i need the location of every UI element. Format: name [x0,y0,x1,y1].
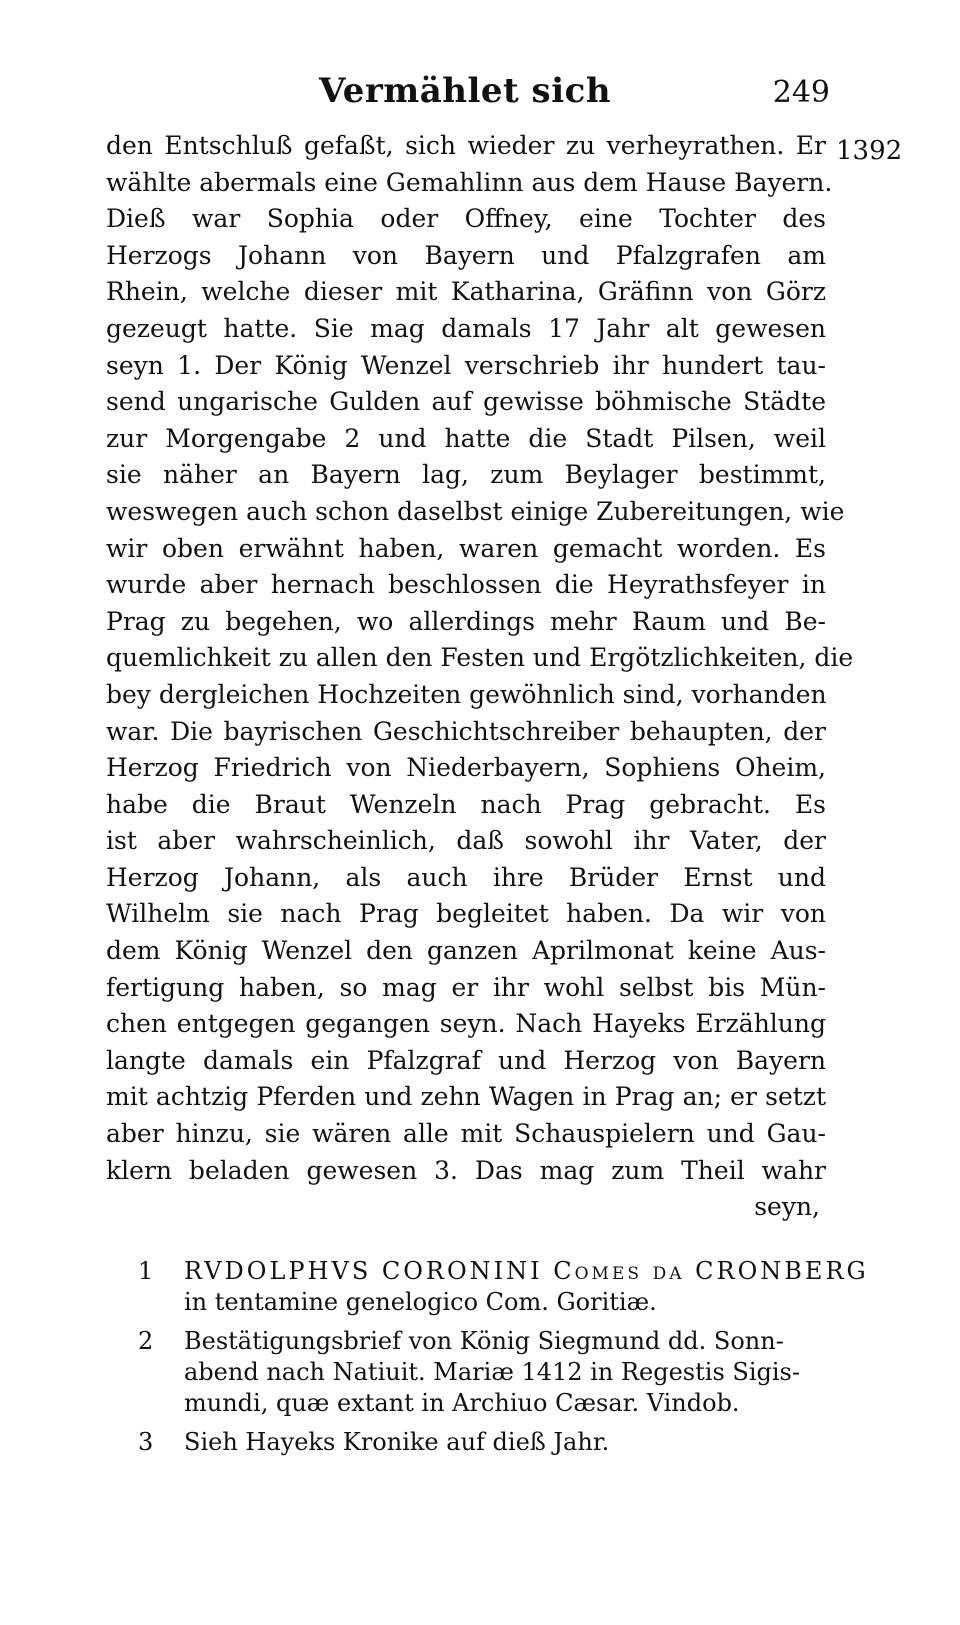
footnotes [138,1256,869,1466]
footnote-number: 2 [138,1327,154,1355]
footnote [138,1326,828,1419]
body-line: wurde aber hernach beschlossen die Heyrathsfeyer in [106,570,826,600]
body-line: langte damals ein Pfalzgraf und Herzog von Bayern [106,1045,826,1075]
footnote-number: 1 [138,1257,154,1285]
body-line: wählte abermals eine Gemahlinn aus dem Hause Bayern. [106,167,833,197]
running-head [100,66,830,116]
body-line: habe die Braut Wenzeln nach Prag gebracht. Es [106,789,826,819]
body-line: gezeugt hatte. Sie mag damals 17 Jahr alt gewesen [106,313,826,343]
body-line: wir oben erwähnt haben, waren gemacht worden. Es [106,533,826,563]
body-line: Herzog Friedrich von Niederbayern, Sophiens Oheim, [106,753,826,783]
footnote-number: 3 [138,1428,154,1456]
margin-year-note: 1392 [836,136,903,166]
body-line: Rhein, welche dieser mit Katharina, Gräfinn von Görz [106,277,826,307]
footnote-line: Bestätigungsbrief von König Siegmund dd. Sonn- [184,1327,784,1355]
running-title: Vermählet sich [318,71,612,111]
footnote-line: RVDOLPHVS CORONINI Comes da CRONBERG [184,1257,869,1285]
body-line: weswegen auch schon daselbst einige Zubereitungen, wie [106,496,845,526]
body-line: chen entgegen gegangen seyn. Nach Hayeks Erzählung [106,1009,826,1039]
body-line: aber hinzu, sie wären alle mit Schauspielern und Gau- [106,1119,826,1149]
footnote [138,1256,869,1318]
footnote-line: mundi, quæ extant in Archiuo Cæsar. Vindob. [184,1389,740,1417]
body-line: send ungarische Gulden auf gewisse böhmische Städte [106,387,826,417]
body-line: Prag zu begehen, wo allerdings mehr Raum und Be- [106,606,826,636]
body-line: ist aber wahrscheinlich, daß sowohl ihr Vater, der [106,826,826,856]
body-line: seyn, [754,1192,820,1222]
body-line: war. Die bayrischen Geschichtschreiber behaupten, der [106,716,826,746]
body-text [106,128,854,1226]
body-line: Dieß war Sophia oder Offney, eine Tochter des [106,204,826,234]
body-line: mit achtzig Pferden und zehn Wagen in Prag an; er setzt [106,1082,826,1112]
body-line: fertigung haben, so mag er ihr wohl selbst bis Mün- [106,972,826,1002]
page-number: 249 [772,75,830,110]
body-line: bey dergleichen Hochzeiten gewöhnlich sind, vorhanden [106,679,827,709]
body-line: dem König Wenzel den ganzen Aprilmonat keine Aus- [106,936,826,966]
footnote-line: Sieh Hayeks Kronike auf dieß Jahr. [184,1428,610,1456]
body-line: klern beladen gewesen 3. Das mag zum Theil wahr [106,1155,826,1185]
body-line: Herzogs Johann von Bayern und Pfalzgrafen am [106,240,826,270]
body-line: seyn 1. Der König Wenzel verschrieb ihr hundert tau- [106,350,826,380]
body-line: Herzog Johann, als auch ihre Brüder Ernst und [106,862,826,892]
body-line: zur Morgengabe 2 und hatte die Stadt Pilsen, weil [106,423,826,453]
footnote [138,1427,828,1458]
body-line: den Entschluß gefaßt, sich wieder zu verheyrathen. Er [106,131,826,160]
body-line: quemlichkeit zu allen den Festen und Ergötzlichkeiten, die [106,643,854,673]
footnote-line: abend nach Natiuit. Mariæ 1412 in Regestis Sigis- [184,1358,800,1386]
footnote-line: in tentamine genelogico Com. Goritiæ. [184,1288,657,1316]
body-line: Wilhelm sie nach Prag begleitet haben. Da wir von [106,899,826,929]
body-line: sie näher an Bayern lag, zum Beylager bestimmt, [106,460,826,490]
